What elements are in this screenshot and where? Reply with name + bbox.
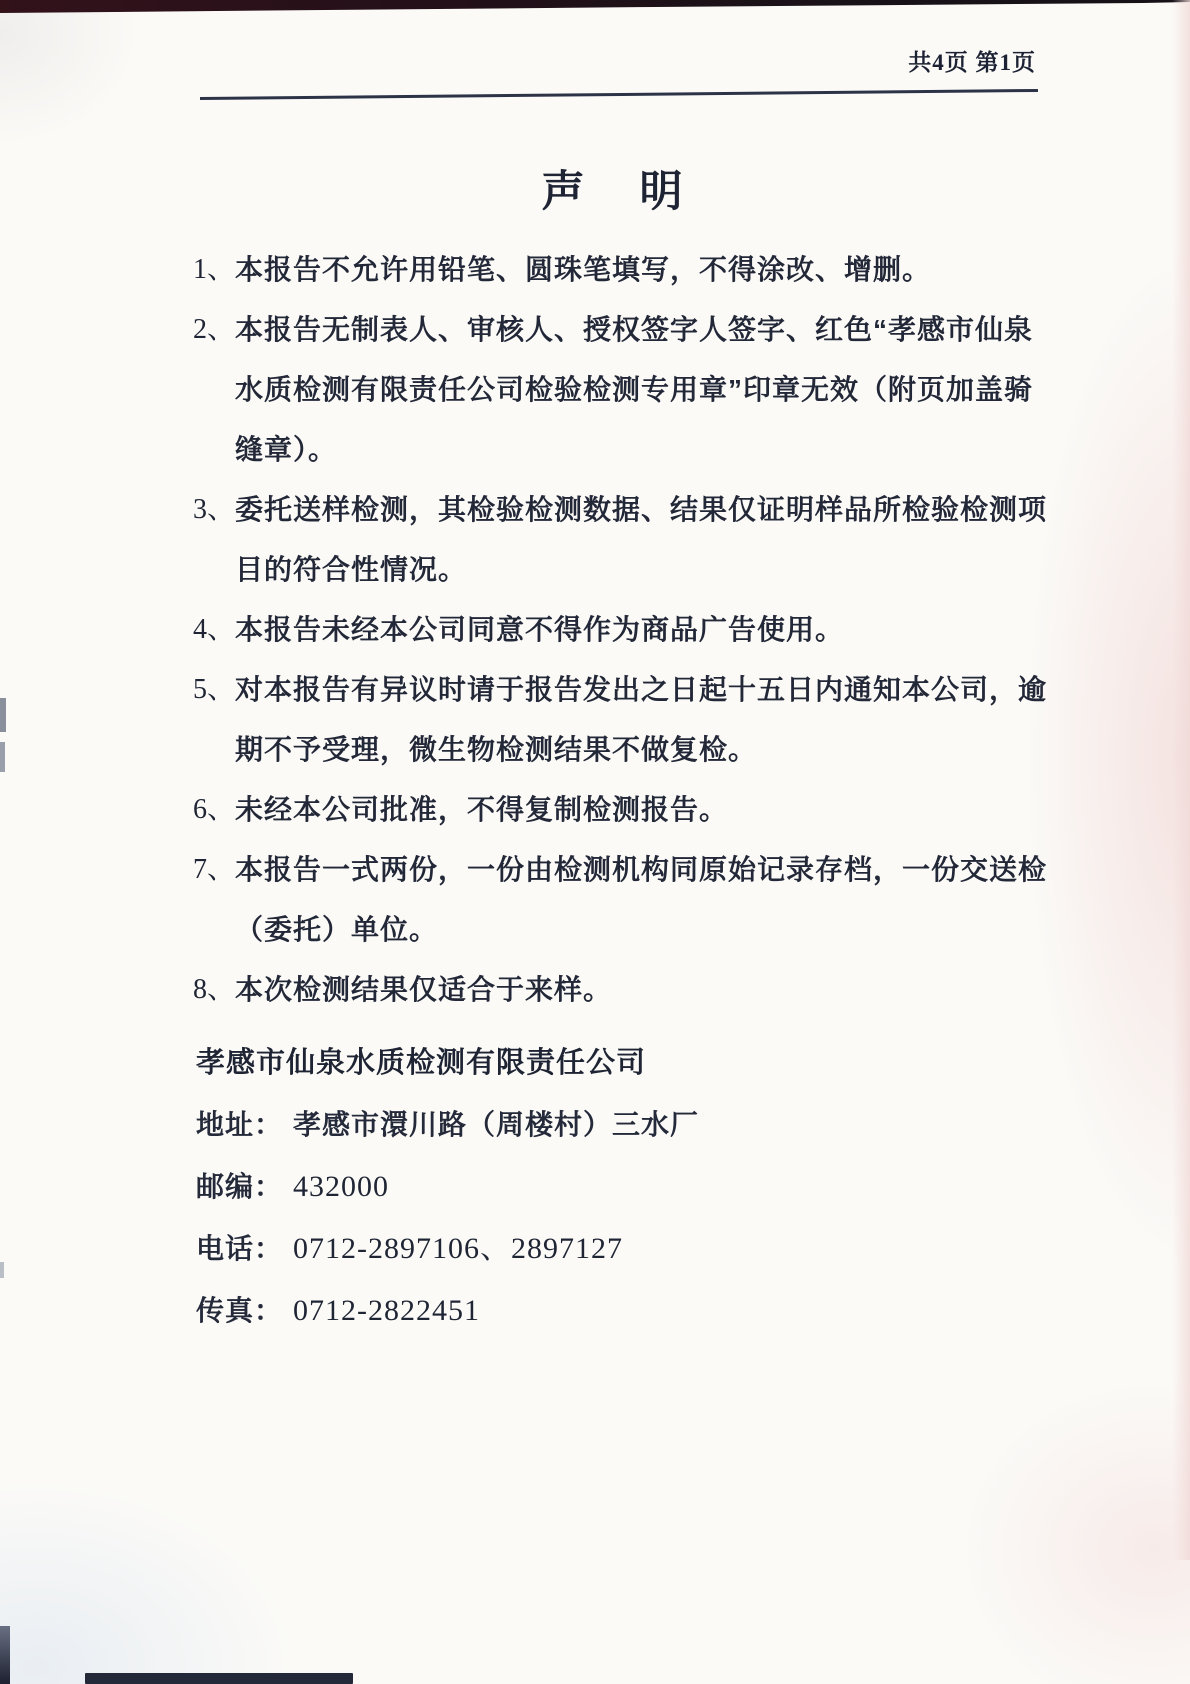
item-line: 委托送样检测，其检验检测数据、结果仅证明样品所检验检测项 — [235, 494, 1048, 525]
postcode-value: 432000 — [293, 1170, 390, 1203]
company-address-row — [196, 1094, 699, 1156]
item-line: 水质检测有限责任公司检验检测专用章”印章无效（附页加盖骑 — [235, 374, 1034, 405]
statement-item-5 — [193, 660, 1048, 780]
scan-artifact-left-mark — [0, 1262, 4, 1278]
header-rule — [200, 89, 1038, 100]
statement-item-4 — [193, 600, 1037, 660]
item-line: 缝章）。 — [235, 434, 338, 465]
company-postcode-row — [196, 1156, 699, 1218]
phone-value: 0712-2897106、2897127 — [293, 1232, 624, 1265]
item-number: 2、 — [193, 314, 236, 345]
item-line: 本报告一式两份，一份由检测机构同原始记录存档，一份交送检 — [235, 854, 1048, 885]
scan-artifact-left-mark — [0, 742, 5, 772]
address-value: 孝感市澴川路（周楼村）三水厂 — [293, 1109, 700, 1140]
scan-artifact-top-edge — [0, 0, 1190, 14]
item-text — [235, 840, 1047, 960]
statement-item-1 — [193, 240, 1037, 300]
item-line: 本报告未经本公司同意不得作为商品广告使用。 — [235, 614, 845, 645]
item-line: 对本报告有异议时请于报告发出之日起十五日内通知本公司，逾 — [235, 674, 1048, 705]
item-text — [235, 660, 1047, 780]
item-line: 本次检测结果仅适合于来样。 — [235, 974, 613, 1005]
statement-item-8 — [193, 960, 1037, 1020]
address-label: 地址： — [196, 1109, 284, 1140]
item-line: 本报告不允许用铅笔、圆珠笔填写，不得涂改、增删。 — [235, 254, 932, 285]
fax-value: 0712-2822451 — [293, 1294, 481, 1327]
statement-item-6 — [193, 780, 1037, 840]
scan-artifact-bottom-bar — [85, 1673, 353, 1684]
statement-list — [193, 240, 1048, 1020]
statement-item-2 — [193, 300, 1037, 480]
statement-item-7 — [193, 840, 1048, 960]
item-text — [235, 240, 1037, 300]
item-number: 3、 — [193, 494, 236, 525]
item-number: 1、 — [193, 254, 236, 285]
page-number-indicator: 共4页 第1页 — [908, 50, 1036, 75]
scan-artifact-right-edge — [1172, 0, 1190, 1560]
fax-label: 传真： — [196, 1295, 284, 1326]
item-text — [235, 480, 1047, 600]
item-text — [235, 300, 1037, 480]
item-number: 5、 — [193, 674, 236, 705]
postcode-label: 邮编： — [196, 1171, 284, 1202]
item-number: 7、 — [193, 854, 236, 885]
scan-artifact-left-strip — [0, 1626, 10, 1684]
item-line: 期不予受理，微生物检测结果不做复检。 — [235, 734, 758, 765]
company-info-block — [196, 1032, 699, 1342]
statement-item-3 — [193, 480, 1048, 600]
item-line: 未经本公司批准，不得复制检测报告。 — [235, 794, 729, 825]
page-title: 声 明 — [541, 168, 689, 216]
item-number: 4、 — [193, 614, 236, 645]
item-text — [235, 780, 1037, 840]
company-fax-row — [196, 1280, 699, 1342]
item-line: 本报告无制表人、审核人、授权签字人签字、红色“孝感市仙泉 — [235, 314, 1034, 345]
item-line: 目的符合性情况。 — [235, 554, 468, 585]
item-line: （委托）单位。 — [235, 914, 439, 945]
company-phone-row — [196, 1218, 699, 1280]
item-text — [235, 600, 1037, 660]
scan-artifact-left-mark — [0, 698, 6, 732]
item-number: 8、 — [193, 974, 236, 1005]
company-name: 孝感市仙泉水质检测有限责任公司 — [196, 1047, 647, 1079]
phone-label: 电话： — [196, 1233, 284, 1264]
item-number: 6、 — [193, 794, 236, 825]
item-text — [235, 960, 1037, 1020]
